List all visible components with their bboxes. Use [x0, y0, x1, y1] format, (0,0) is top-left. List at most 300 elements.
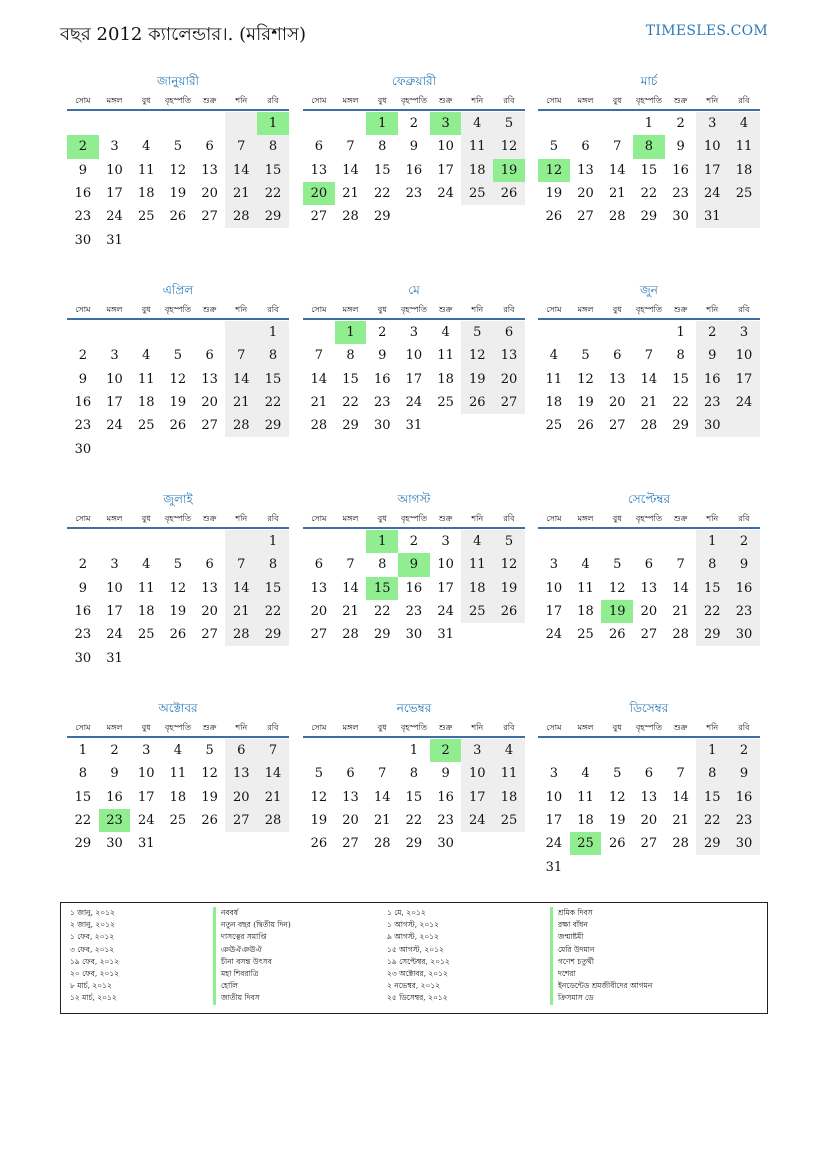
empty-cell [601, 321, 633, 344]
empty-cell [225, 530, 257, 553]
day-cell: 4 [493, 739, 525, 762]
empty-cell [570, 739, 602, 762]
weekday-header [67, 92, 289, 111]
day-cell: 14 [373, 789, 391, 805]
month-block [538, 70, 760, 228]
day-cell: 11 [545, 371, 563, 387]
day-cell: 25 [169, 813, 187, 829]
weekday-label: বৃহস্পতি [164, 305, 191, 314]
day-cell: 10 [437, 557, 454, 573]
day-cell: 4 [581, 557, 590, 573]
weekday-label: শনি [706, 514, 719, 523]
day-cell: 20 [201, 395, 218, 411]
weekday-label: সোম [311, 723, 327, 732]
day-cell: 27 [640, 836, 658, 852]
weekday-header [303, 301, 525, 320]
weekday-header [67, 510, 289, 529]
day-cell: 9 [398, 553, 430, 576]
day-cell: 17 [106, 395, 123, 411]
day-cell: 11 [493, 762, 525, 785]
day-cell: 3 [441, 534, 450, 550]
day-cell: 12 [608, 789, 626, 805]
empty-cell [570, 112, 602, 135]
day-cell: 23 [728, 809, 760, 832]
day-cell: 1 [409, 743, 419, 759]
day-cell: 6 [205, 557, 214, 573]
day-cell: 5 [613, 766, 622, 782]
weekday-label: বুধ [612, 96, 622, 105]
day-cell: 17 [405, 371, 423, 387]
day-cell: 1 [257, 530, 289, 553]
weekday-label: শনি [471, 723, 484, 732]
day-cell: 24 [137, 813, 155, 829]
holiday-name: ইনডেন্টেড শ্রমজীবীদের আগমন [550, 980, 652, 992]
day-cell: 1 [257, 112, 289, 135]
day-cell: 11 [461, 553, 493, 576]
day-cell: 5 [173, 557, 183, 573]
day-cell: 3 [696, 112, 728, 135]
weekday-label: মঙ্গল [577, 514, 594, 523]
day-cell: 10 [137, 766, 155, 782]
day-cell: 8 [257, 553, 289, 576]
day-cell: 19 [545, 186, 563, 202]
day-cell: 11 [137, 371, 155, 387]
day-cell: 2 [67, 135, 99, 158]
holiday-date: ২০ ফেব, ২০১২ [70, 968, 120, 978]
day-cell: 1 [257, 321, 289, 344]
day-cell: 7 [225, 344, 257, 367]
day-cell: 10 [545, 789, 563, 805]
weekday-label: শনি [471, 305, 484, 314]
month-block [303, 70, 525, 228]
day-cell: 27 [577, 209, 594, 225]
day-cell: 1 [335, 321, 367, 344]
day-cell: 1 [676, 325, 685, 341]
day-cell: 7 [644, 348, 654, 364]
empty-cell [430, 414, 462, 437]
day-cell: 24 [106, 627, 123, 643]
day-cell: 22 [373, 186, 391, 202]
day-cell: 24 [106, 418, 123, 434]
day-cell: 4 [728, 112, 760, 135]
day-cell: 27 [225, 809, 257, 832]
day-cell: 18 [728, 159, 760, 182]
day-cell: 15 [342, 371, 359, 387]
weekday-header [67, 301, 289, 320]
weekday-label: শনি [706, 723, 719, 732]
weekday-header [303, 719, 525, 738]
day-cell: 30 [672, 209, 689, 225]
empty-cell [303, 739, 335, 762]
weekday-label: বৃহস্পতি [400, 96, 427, 105]
day-cell: 13 [640, 580, 658, 596]
day-cell: 23 [74, 627, 92, 643]
day-cell: 12 [169, 162, 187, 178]
holiday-name: নতুন বছর (দ্বিতীয় দিন) [213, 919, 291, 931]
month-block [303, 279, 525, 437]
month-name: নভেম্বর [396, 701, 432, 715]
day-cell: 22 [342, 395, 359, 411]
empty-cell [461, 832, 493, 855]
month-name: জুলাই [163, 492, 193, 506]
day-cell: 19 [608, 813, 626, 829]
day-cell: 15 [640, 162, 658, 178]
empty-cell [696, 855, 728, 878]
empty-cell [493, 623, 525, 646]
day-cell: 2 [110, 743, 119, 759]
day-cell: 24 [545, 836, 563, 852]
day-cell: 2 [430, 739, 462, 762]
holiday-date: ১ মে, ২০১২ [387, 908, 426, 917]
weekday-label: রবি [503, 723, 515, 732]
day-cell: 30 [405, 627, 423, 643]
day-cell: 8 [257, 344, 289, 367]
weekday-label: রবি [738, 96, 750, 105]
empty-cell [194, 112, 226, 135]
empty-cell [99, 437, 131, 460]
day-cell: 12 [461, 344, 493, 367]
day-cell: 16 [74, 186, 92, 202]
day-cell: 13 [640, 789, 658, 805]
day-cell: 8 [676, 348, 685, 364]
holiday-date: ১ ফেব, ২০১২ [70, 932, 115, 942]
weekday-label: রবি [503, 96, 515, 105]
weekday-label: রবি [267, 305, 279, 314]
day-grid [538, 112, 760, 228]
day-cell: 5 [461, 321, 493, 344]
day-cell: 4 [173, 743, 183, 759]
day-grid [303, 739, 525, 855]
day-cell: 5 [613, 557, 622, 573]
day-cell: 8 [409, 766, 419, 782]
day-cell: 24 [437, 604, 454, 620]
day-cell: 29 [373, 627, 391, 643]
holiday-name: জাতীয় দিবস [213, 992, 291, 1004]
weekday-label: বৃহস্পতি [635, 723, 662, 732]
day-cell: 28 [342, 209, 359, 225]
day-cell: 9 [696, 344, 728, 367]
day-cell: 4 [441, 325, 450, 341]
day-cell: 8 [378, 557, 387, 573]
day-cell: 19 [601, 600, 633, 623]
day-cell: 4 [461, 112, 493, 135]
day-cell: 19 [169, 186, 187, 202]
day-cell: 21 [225, 391, 257, 414]
day-cell: 18 [577, 813, 594, 829]
weekday-label: বৃহস্পতি [164, 723, 191, 732]
day-cell: 3 [549, 557, 558, 573]
day-cell: 31 [437, 627, 454, 643]
empty-cell [162, 832, 194, 855]
weekday-label: শুক্র [202, 305, 217, 314]
weekday-label: শনি [235, 723, 248, 732]
day-cell: 20 [640, 604, 658, 620]
weekday-label: বুধ [612, 305, 622, 314]
day-cell: 27 [201, 209, 218, 225]
day-cell: 3 [549, 766, 558, 782]
day-cell: 5 [581, 348, 590, 364]
day-cell: 25 [461, 600, 493, 623]
page-title: বছর 2012 ক্যালেন্ডার।. (মরিশাস) [60, 24, 306, 45]
day-cell: 9 [728, 762, 760, 785]
weekday-label: শনি [471, 514, 484, 523]
day-cell: 1 [696, 739, 728, 762]
day-cell: 22 [257, 600, 289, 623]
month-block [67, 488, 289, 670]
empty-cell [665, 530, 697, 553]
day-cell: 19 [201, 789, 218, 805]
day-grid [303, 112, 525, 228]
month-name: সেপ্টেম্বর [627, 492, 671, 506]
day-cell: 4 [581, 766, 590, 782]
day-cell: 26 [608, 627, 626, 643]
day-cell: 21 [225, 182, 257, 205]
day-cell: 3 [110, 557, 119, 573]
empty-cell [194, 832, 226, 855]
day-cell: 6 [205, 139, 214, 155]
day-cell: 17 [461, 786, 493, 809]
weekday-label: মঙ্গল [106, 96, 123, 105]
day-cell: 23 [99, 809, 131, 832]
day-cell: 17 [696, 159, 728, 182]
empty-cell [257, 228, 289, 251]
day-cell: 31 [106, 650, 123, 666]
day-cell: 9 [728, 553, 760, 576]
day-cell: 4 [142, 557, 151, 573]
empty-cell [633, 530, 665, 553]
day-cell: 29 [696, 623, 728, 646]
brand-link[interactable]: TIMESLES.COM [645, 23, 768, 39]
day-cell: 21 [608, 186, 626, 202]
day-cell: 14 [672, 580, 689, 596]
day-cell: 7 [378, 766, 387, 782]
day-cell: 12 [577, 371, 594, 387]
day-cell: 9 [676, 139, 685, 155]
day-cell: 27 [310, 627, 328, 643]
day-cell: 23 [405, 186, 423, 202]
empty-cell [99, 112, 131, 135]
day-cell: 26 [577, 418, 594, 434]
day-cell: 17 [437, 162, 454, 178]
day-cell: 17 [106, 186, 123, 202]
weekday-label: রবি [738, 723, 750, 732]
holiday-date: ১২ মার্চ, ২০১২ [70, 993, 117, 1003]
day-cell: 25 [493, 809, 525, 832]
weekday-label: রবি [738, 305, 750, 314]
weekday-label: বৃহস্পতি [164, 96, 191, 105]
day-grid [67, 112, 289, 252]
holiday-name: গণেশ চতুর্থী [550, 956, 652, 968]
day-cell: 10 [545, 580, 563, 596]
day-cell: 24 [405, 395, 423, 411]
day-cell: 23 [672, 186, 689, 202]
weekday-label: মঙ্গল [342, 514, 359, 523]
day-cell: 1 [366, 112, 398, 135]
day-cell: 27 [493, 391, 525, 414]
weekday-header [67, 719, 289, 738]
day-cell: 25 [728, 182, 760, 205]
weekday-label: বৃহস্পতি [400, 305, 427, 314]
day-cell: 20 [493, 368, 525, 391]
day-cell: 29 [257, 205, 289, 228]
day-cell: 30 [74, 650, 92, 666]
day-cell: 27 [342, 836, 359, 852]
weekday-label: শুক্র [438, 96, 453, 105]
weekday-label: শুক্র [202, 514, 217, 523]
holiday-name: রক্ষা বাঁধন [550, 919, 652, 931]
day-cell: 6 [314, 557, 323, 573]
day-cell: 18 [461, 577, 493, 600]
day-cell: 23 [373, 395, 391, 411]
day-cell: 11 [577, 789, 594, 805]
day-grid [538, 321, 760, 437]
empty-cell [493, 414, 525, 437]
holiday-dates-left [70, 907, 119, 1005]
day-cell: 13 [310, 580, 328, 596]
weekday-label: মঙ্গল [106, 723, 123, 732]
day-cell: 22 [257, 391, 289, 414]
day-cell: 15 [696, 577, 728, 600]
day-cell: 20 [201, 186, 218, 202]
day-cell: 3 [430, 112, 462, 135]
weekday-label: বৃহস্পতি [635, 96, 662, 105]
holiday-date: ৯ আগস্ট, ২০১২ [387, 932, 439, 942]
day-cell: 17 [106, 604, 123, 620]
day-cell: 11 [461, 135, 493, 158]
holiday-name: চীনা বসন্ত উৎসব [213, 956, 291, 968]
day-cell: 13 [310, 162, 328, 178]
empty-cell [728, 414, 760, 437]
weekday-label: সোম [311, 514, 327, 523]
holiday-names-left [213, 907, 291, 1005]
day-cell: 3 [461, 739, 493, 762]
day-cell: 25 [137, 418, 155, 434]
day-cell: 30 [728, 832, 760, 855]
weekday-label: শুক্র [673, 96, 688, 105]
empty-cell [194, 530, 226, 553]
day-cell: 8 [78, 766, 87, 782]
day-cell: 2 [409, 534, 419, 550]
day-cell: 20 [342, 813, 359, 829]
day-cell: 9 [78, 580, 87, 596]
day-cell: 22 [373, 604, 391, 620]
weekday-label: রবি [503, 514, 515, 523]
day-cell: 31 [405, 418, 423, 434]
day-cell: 25 [137, 209, 155, 225]
weekday-label: মঙ্গল [342, 723, 359, 732]
weekday-label: বুধ [141, 96, 151, 105]
weekday-label: বৃহস্পতি [400, 514, 427, 523]
weekday-label: বৃহস্পতি [635, 305, 662, 314]
day-cell: 16 [437, 789, 454, 805]
day-cell: 10 [106, 371, 123, 387]
day-cell: 15 [257, 159, 289, 182]
day-cell: 15 [74, 789, 92, 805]
day-cell: 4 [142, 348, 151, 364]
day-cell: 22 [672, 395, 689, 411]
day-cell: 22 [405, 813, 423, 829]
weekday-label: সোম [75, 514, 91, 523]
day-cell: 11 [169, 766, 187, 782]
weekday-label: মঙ্গল [577, 723, 594, 732]
day-cell: 3 [142, 743, 151, 759]
day-cell: 13 [225, 762, 257, 785]
day-cell: 28 [672, 627, 689, 643]
empty-cell [538, 112, 570, 135]
day-cell: 28 [640, 418, 658, 434]
day-cell: 29 [257, 414, 289, 437]
day-cell: 8 [346, 348, 355, 364]
day-cell: 18 [493, 786, 525, 809]
weekday-label: মঙ্গল [577, 96, 594, 105]
weekday-label: বুধ [612, 723, 622, 732]
weekday-label: শুক্র [438, 723, 453, 732]
day-cell: 24 [728, 391, 760, 414]
holiday-name: হোলি [213, 980, 291, 992]
day-cell: 30 [373, 418, 391, 434]
day-cell: 26 [169, 627, 187, 643]
holiday-name: মেরি উদমান [550, 944, 652, 956]
day-cell: 26 [169, 418, 187, 434]
day-cell: 17 [545, 604, 563, 620]
empty-cell [162, 321, 194, 344]
day-cell: 2 [728, 739, 760, 762]
empty-cell [99, 321, 131, 344]
day-cell: 1 [78, 743, 87, 759]
day-cell: 26 [169, 209, 187, 225]
day-cell: 11 [137, 580, 155, 596]
empty-cell [398, 205, 430, 228]
day-cell: 10 [106, 162, 123, 178]
day-cell: 27 [201, 418, 218, 434]
empty-cell [461, 623, 493, 646]
day-cell: 6 [613, 348, 622, 364]
weekday-label: বৃহস্পতি [635, 514, 662, 523]
day-cell: 28 [342, 627, 359, 643]
empty-cell [225, 437, 257, 460]
month-name: জানুয়ারী [157, 74, 199, 88]
day-cell: 22 [257, 182, 289, 205]
day-cell: 18 [169, 789, 187, 805]
day-cell: 15 [672, 371, 689, 387]
day-cell: 5 [173, 139, 183, 155]
day-cell: 3 [409, 325, 419, 341]
day-cell: 23 [696, 391, 728, 414]
day-cell: 7 [346, 557, 355, 573]
day-cell: 29 [640, 209, 658, 225]
day-cell: 3 [728, 321, 760, 344]
weekday-label: বৃহস্পতি [164, 514, 191, 523]
day-cell: 28 [310, 418, 328, 434]
weekday-label: মঙ্গল [577, 305, 594, 314]
holiday-date: ১৯ সেপ্টেম্বর, ২০১২ [387, 956, 450, 966]
day-cell: 25 [570, 832, 602, 855]
day-cell: 26 [201, 813, 218, 829]
day-grid [67, 739, 289, 855]
weekday-label: সোম [546, 723, 562, 732]
weekday-label: রবি [503, 305, 515, 314]
empty-cell [633, 855, 665, 878]
weekday-label: সোম [311, 96, 327, 105]
empty-cell [665, 855, 697, 878]
weekday-label: শুক্র [438, 514, 453, 523]
day-cell: 20 [303, 182, 335, 205]
day-cell: 23 [74, 209, 92, 225]
day-cell: 12 [169, 371, 187, 387]
day-cell: 9 [78, 162, 87, 178]
day-cell: 3 [110, 348, 119, 364]
weekday-label: রবি [267, 723, 279, 732]
